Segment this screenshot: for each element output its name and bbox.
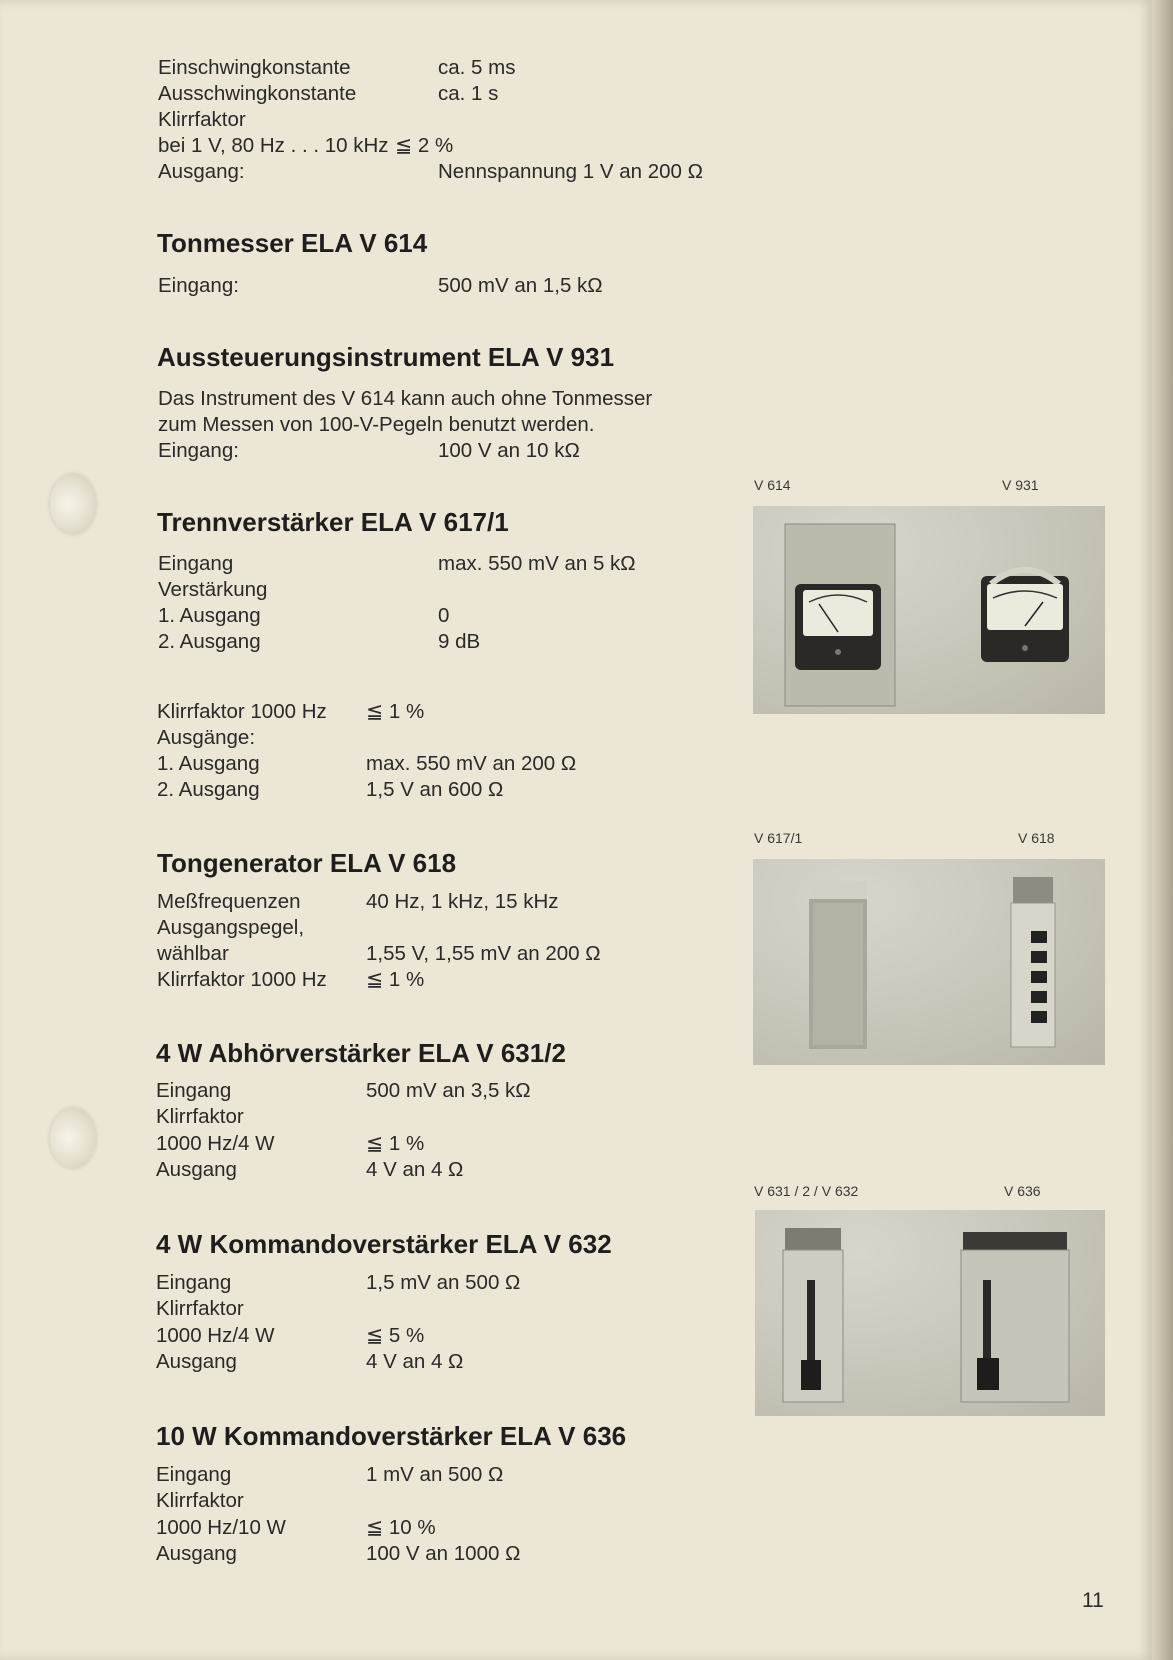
spec-value: ≦ 1 % bbox=[366, 700, 425, 723]
spec-label: Ausgänge: bbox=[157, 726, 256, 749]
spec-label: Klirrfaktor 1000 Hz bbox=[157, 700, 327, 723]
spec-value: 1,5 mV an 500 Ω bbox=[366, 1271, 521, 1294]
photo-caption-v614: V 614 bbox=[754, 477, 791, 493]
spec-label: 1000 Hz/10 W bbox=[156, 1516, 286, 1539]
spec-label: Eingang: bbox=[158, 439, 239, 462]
spec-label: Eingang bbox=[158, 552, 234, 575]
spec-value: ca. 1 s bbox=[438, 82, 499, 105]
spec-label: Eingang bbox=[156, 1079, 232, 1102]
spec-value: 500 mV an 3,5 kΩ bbox=[366, 1079, 531, 1102]
spec-value: max. 550 mV an 5 kΩ bbox=[438, 552, 636, 575]
spec-label: Einschwingkonstante bbox=[158, 56, 351, 79]
section-title-v631: 4 W Abhörverstärker ELA V 631/2 bbox=[156, 1038, 566, 1068]
spec-value: ≦ 2 % bbox=[395, 134, 454, 157]
spec-label: Ausgang bbox=[156, 1542, 237, 1565]
description-line: zum Messen von 100-V-Pegeln benutzt werden. bbox=[158, 413, 595, 436]
spec-value: 1,55 V, 1,55 mV an 200 Ω bbox=[366, 942, 601, 965]
section-title-v632: 4 W Kommandoverstärker ELA V 632 bbox=[156, 1229, 612, 1259]
spec-label: Ausgang bbox=[156, 1158, 237, 1181]
spec-label: Ausgang bbox=[156, 1350, 237, 1373]
module-illustration bbox=[753, 859, 1105, 1065]
spec-label: Klirrfaktor bbox=[156, 1105, 244, 1128]
punch-hole-top bbox=[50, 474, 96, 534]
spec-value: 4 V an 4 Ω bbox=[366, 1350, 464, 1373]
spec-label: Klirrfaktor 1000 Hz bbox=[157, 968, 327, 991]
spec-value: 1 mV an 500 Ω bbox=[366, 1463, 504, 1486]
page-edge bbox=[1152, 0, 1173, 1660]
spec-value: ca. 5 ms bbox=[438, 56, 516, 79]
photo-caption-v636: V 636 bbox=[1004, 1183, 1041, 1199]
spec-value: 9 dB bbox=[438, 630, 481, 653]
spec-label: 2. Ausgang bbox=[158, 630, 261, 653]
spec-value: ≦ 10 % bbox=[366, 1516, 436, 1539]
spec-value: 100 V an 1000 Ω bbox=[366, 1542, 521, 1565]
section-title-v618: Tongenerator ELA V 618 bbox=[157, 848, 457, 878]
section-title-v636: 10 W Kommandoverstärker ELA V 636 bbox=[156, 1421, 627, 1451]
amplifier-illustration bbox=[755, 1210, 1105, 1416]
spec-label: Verstärkung bbox=[158, 578, 268, 601]
spec-label: Eingang bbox=[156, 1463, 232, 1486]
section-title-v614: Tonmesser ELA V 614 bbox=[157, 228, 428, 258]
spec-label: Eingang bbox=[156, 1271, 232, 1294]
punch-hole-bottom bbox=[50, 1108, 96, 1168]
spec-label: Eingang: bbox=[158, 274, 239, 297]
spec-label: 1000 Hz/4 W bbox=[156, 1132, 275, 1155]
spec-value: ≦ 1 % bbox=[366, 1132, 425, 1155]
spec-value: 1,5 V an 600 Ω bbox=[366, 778, 504, 801]
spec-label: 1. Ausgang bbox=[158, 604, 261, 627]
photo-v617-v618-modules bbox=[753, 859, 1105, 1065]
spec-label: wählbar bbox=[157, 942, 229, 965]
description-line: Das Instrument des V 614 kann auch ohne Tonmesser bbox=[158, 387, 653, 410]
spec-value: ≦ 5 % bbox=[366, 1324, 425, 1347]
spec-label: Ausgang: bbox=[158, 160, 245, 183]
section-title-v931: Aussteuerungsinstrument ELA V 931 bbox=[157, 342, 615, 372]
spec-value: 0 bbox=[438, 604, 450, 627]
photo-v614-v931-meters bbox=[753, 506, 1105, 714]
spec-label: bei 1 V, 80 Hz . . . 10 kHz bbox=[158, 134, 389, 157]
spec-label: Ausschwingkonstante bbox=[158, 82, 357, 105]
spec-label: Klirrfaktor bbox=[156, 1297, 244, 1320]
spec-value: 4 V an 4 Ω bbox=[366, 1158, 464, 1181]
page-number: 11 bbox=[1082, 1589, 1104, 1612]
spec-value: 40 Hz, 1 kHz, 15 kHz bbox=[366, 890, 559, 913]
spec-value: Nennspannung 1 V an 200 Ω bbox=[438, 160, 703, 183]
spec-value: max. 550 mV an 200 Ω bbox=[366, 752, 577, 775]
photo-caption-v618: V 618 bbox=[1018, 830, 1055, 846]
spec-label: Meßfrequenzen bbox=[157, 890, 301, 913]
spec-label: Klirrfaktor bbox=[158, 108, 246, 131]
photo-caption-v931: V 931 bbox=[1002, 477, 1039, 493]
spec-label: Ausgangspegel, bbox=[157, 916, 305, 939]
spec-label: 1000 Hz/4 W bbox=[156, 1324, 275, 1347]
spec-value: 100 V an 10 kΩ bbox=[438, 439, 580, 462]
spec-value: 500 mV an 1,5 kΩ bbox=[438, 274, 603, 297]
spec-label: 2. Ausgang bbox=[157, 778, 260, 801]
meter-illustration bbox=[753, 506, 1105, 714]
spec-label: Klirrfaktor bbox=[156, 1489, 244, 1512]
spec-label: 1. Ausgang bbox=[157, 752, 260, 775]
photo-caption-v631-v632: V 631 / 2 / V 632 bbox=[754, 1183, 859, 1199]
photo-caption-v617: V 617/1 bbox=[754, 830, 803, 846]
spec-value: ≦ 1 % bbox=[366, 968, 425, 991]
photo-v631-v632-v636-amplifiers bbox=[755, 1210, 1105, 1416]
section-title-v617: Trennverstärker ELA V 617/1 bbox=[157, 507, 509, 537]
